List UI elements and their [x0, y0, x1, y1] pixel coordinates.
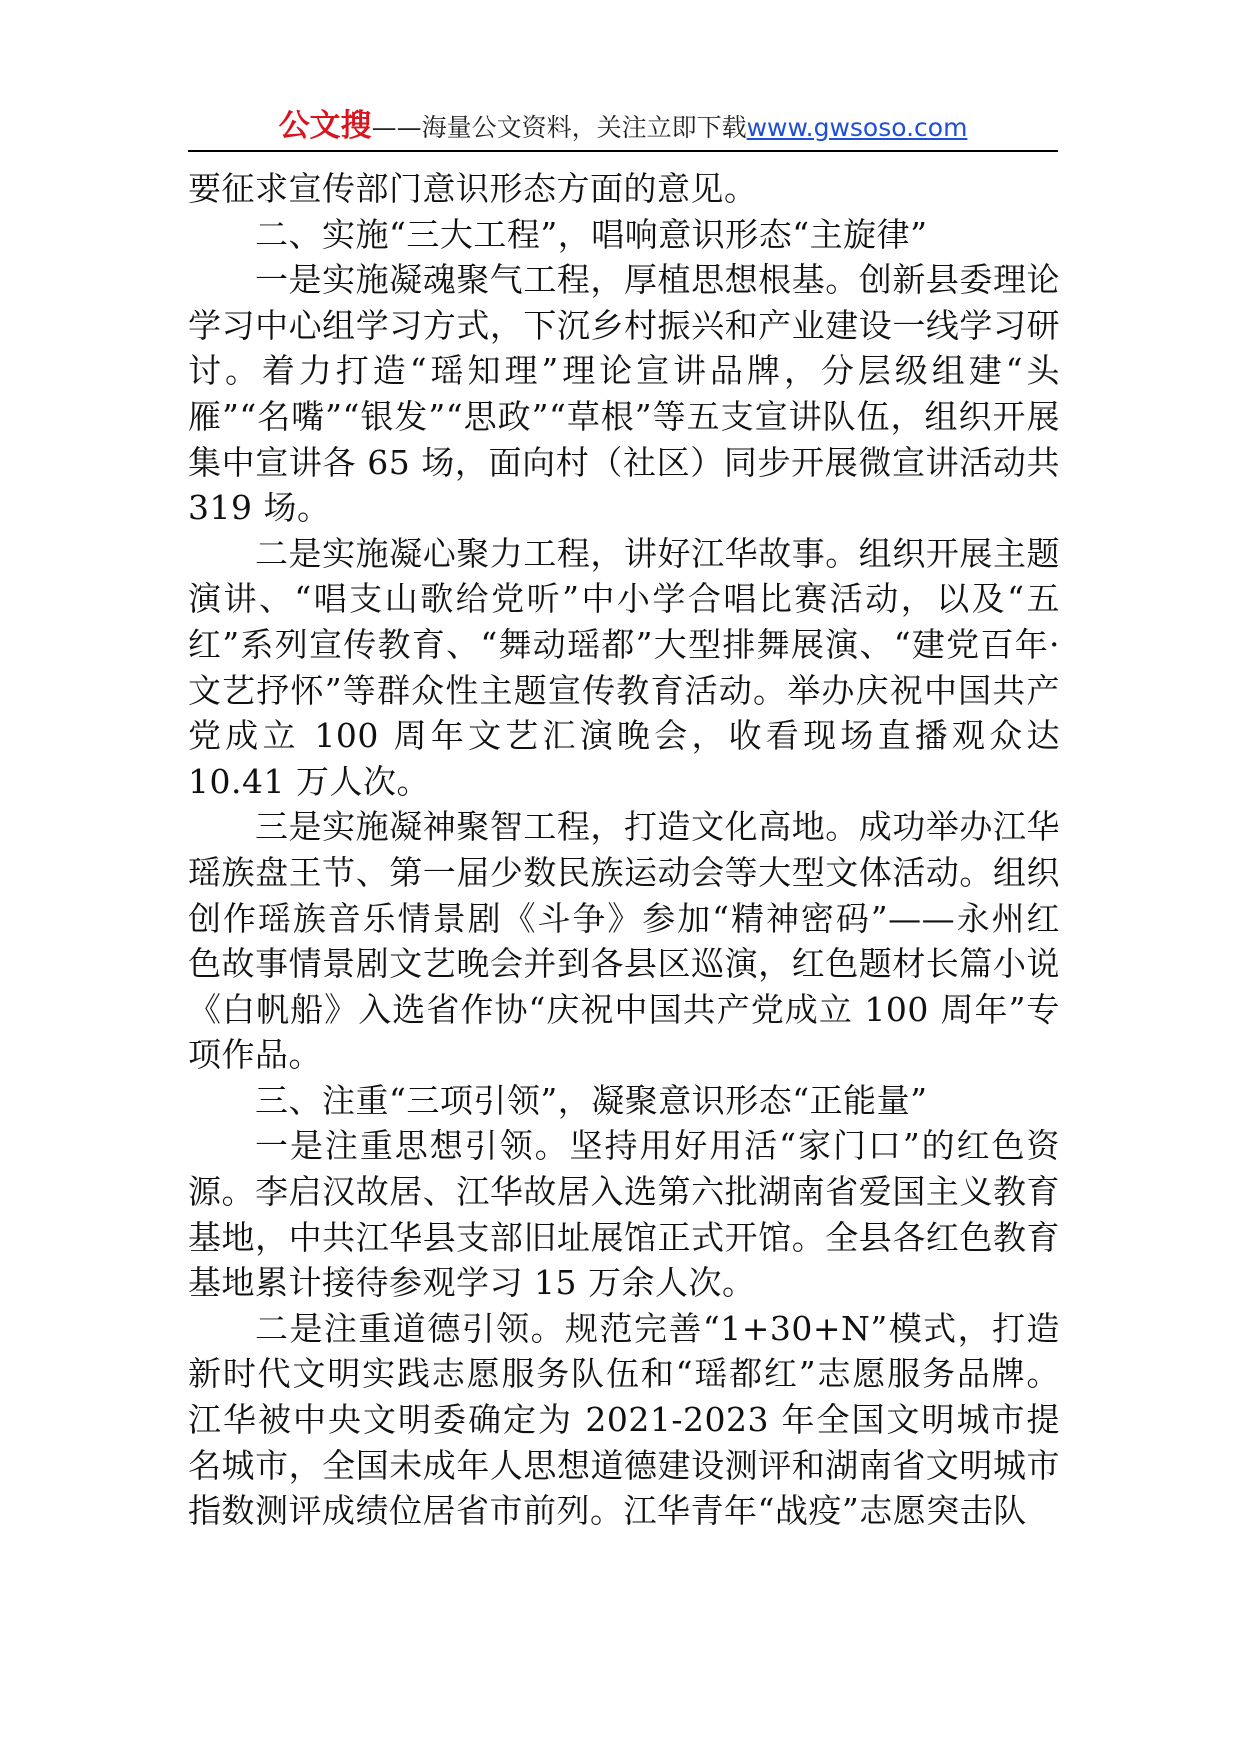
document-body [188, 166, 1060, 1534]
header-divider [188, 150, 1058, 152]
paragraph-ningHun: 一是实施凝魂聚气工程，厚植思想根基。创新县委理论学习中心组学习方式，下沉乡村振兴和产业建设一线学习研讨。着力打造“瑶知理”理论宣讲品牌，分层级组建“头雁”“名嘴”“银发”“思政”“草根”等五支宣讲队伍，组织开展集中宣讲各 65 场，面向村（社区）同步开展微宣讲活动共 319 场。 [188, 260, 1060, 528]
section-heading-two: 二、实施“三大工程”，唱响意识形态“主旋律” [255, 214, 928, 254]
paragraph-thought-guidance: 一是注重思想引领。坚持用好用活“家门口”的红色资源。李启汉故居、江华故居入选第六批湖南省爱国主义教育基地，中共江华县支部旧址展馆正式开馆。全县各红色教育基地累计接待参观学习 15 万余人次。 [188, 1126, 1060, 1303]
section-heading-three: 三、注重“三项引领”，凝聚意识形态“正能量” [255, 1080, 928, 1120]
paragraph-ningXin: 二是实施凝心聚力工程，讲好江华故事。组织开展主题演讲、“唱支山歌给党听”中小学合唱比赛活动，以及“五红”系列宣传教育、“舞动瑶都”大型排舞展演、“建党百年·文艺抒怀”等群众性主题宣传教育活动。举办庆祝中国共产党成立 100 周年文艺汇演晚会，收看现场直播观众达 10.41 万人次。 [188, 533, 1060, 801]
brand-logo-text: 公文搜 [278, 108, 372, 144]
paragraph-moral-guidance: 二是注重道德引领。规范完善“1+30+N”模式，打造新时代文明实践志愿服务队伍和“瑶都红”志愿服务品牌。江华被中央文明委确定为 2021-2023 年全国文明城市提名城市，全国未成年人思想道德建设测评和湖南省文明城市指数测评成绩位居省市前列。江华青年“战疫”志愿突击队 [188, 1308, 1060, 1531]
website-link[interactable]: www.gwsoso.com [746, 113, 968, 142]
header-tagline: ——海量公文资料，关注立即下载 [371, 113, 747, 142]
paragraph-ningShen: 三是实施凝神聚智工程，打造文化高地。成功举办江华瑶族盘王节、第一届少数民族运动会等大型文体活动。组织创作瑶族音乐情景剧《斗争》参加“精神密码”——永州红色故事情景剧文艺晚会并到各县区巡演，红色题材长篇小说《白帆船》入选省作协“庆祝中国共产党成立 100 周年”专项作品。 [188, 807, 1060, 1075]
paragraph-continuation: 要征求宣传部门意识形态方面的意见。 [188, 169, 758, 208]
page-header [190, 106, 1056, 148]
